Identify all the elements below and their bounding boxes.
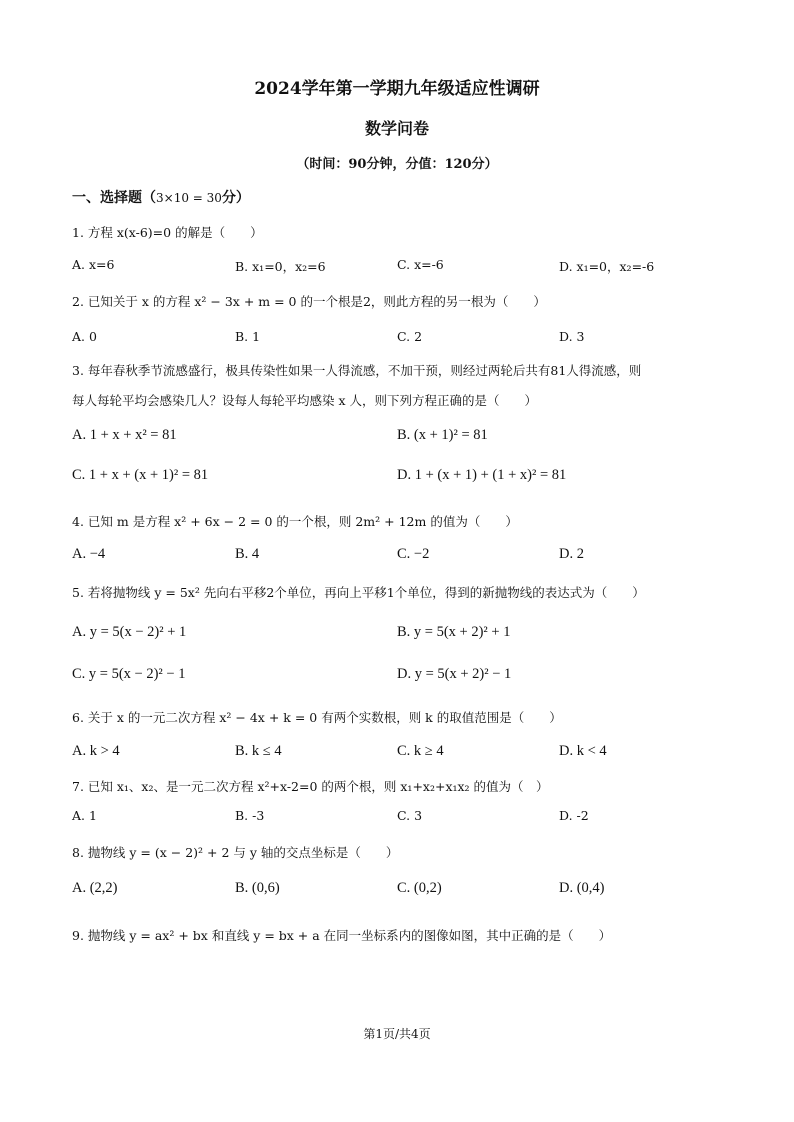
q2-option-b: B. 1	[235, 329, 261, 344]
question-1: 1. 方程 x(x-6)=0 的解是（ ）	[72, 225, 263, 240]
q8-option-c: C. (0,2)	[397, 880, 442, 896]
q8-option-a: A. (2,2)	[72, 880, 118, 896]
q3-option-a: A. 1 + x + x² = 81	[72, 427, 177, 443]
section-title: 一、选择题（	[72, 190, 156, 206]
q4-option-d: D. 2	[559, 546, 584, 562]
q6-option-d: D. k < 4	[559, 743, 607, 759]
q7-option-c: C. 3	[397, 808, 423, 823]
q6-option-b: B. k ≤ 4	[235, 743, 282, 759]
question-3-line-2: 每人每轮平均会感染几人？设每人每轮平均感染 x 人，则下列方程正确的是（ ）	[72, 393, 537, 408]
section-heading	[72, 187, 250, 207]
q2-option-d: D. 3	[559, 329, 585, 344]
q4-option-b: B. 4	[235, 546, 260, 562]
section-score: 3×10 = 30	[156, 191, 222, 205]
q2-option-c: C. 2	[397, 329, 423, 344]
q1-option-a: A. x=6	[72, 257, 115, 272]
q7-option-a: A. 1	[72, 808, 97, 823]
q7-option-d: D. -2	[559, 808, 589, 823]
question-4: 4. 已知 m 是方程 x² + 6x − 2 = 0 的一个根，则 2m² + 12m 的值为（ ）	[72, 514, 518, 529]
question-6: 6. 关于 x 的一元二次方程 x² − 4x + k = 0 有两个实数根，则 k 的取值范围是（ ）	[72, 710, 562, 725]
q3-option-b: B. (x + 1)² = 81	[397, 427, 488, 443]
q5-option-d: D. y = 5(x + 2)² − 1	[397, 666, 512, 682]
q1-option-b: B. x₁=0，x₂=6	[235, 259, 326, 274]
page-title: 2024学年第一学期九年级适应性调研	[254, 79, 540, 99]
q5-option-c: C. y = 5(x − 2)² − 1	[72, 666, 186, 682]
q6-option-c: C. k ≥ 4	[397, 743, 444, 759]
question-2: 2. 已知关于 x 的方程 x² − 3x + m = 0 的一个根是2，则此方程的另一根为（ ）	[72, 294, 546, 309]
question-9: 9. 抛物线 y = ax² + bx 和直线 y = bx + a 在同一坐标系内的图像如图，其中正确的是（ ）	[72, 928, 612, 943]
question-5: 5. 若将抛物线 y = 5x² 先向右平移2个单位，再向上平移1个单位，得到的新抛物线的表达式为（ ）	[72, 585, 645, 600]
q4-option-a: A. −4	[72, 546, 106, 562]
q4-option-c: C. −2	[397, 546, 430, 562]
question-7: 7. 已知 x₁、x₂、是一元二次方程 x²+x-2=0 的两个根，则 x₁+x₂+x₁x₂ 的值为（ ）	[72, 779, 549, 794]
q1-option-c: C. x=-6	[397, 257, 444, 272]
q5-option-b: B. y = 5(x + 2)² + 1	[397, 624, 511, 640]
exam-info: （时间：90分钟，分值：120分）	[296, 157, 498, 172]
q1-option-d: D. x₁=0，x₂=-6	[559, 259, 655, 274]
q8-option-b: B. (0,6)	[235, 880, 280, 896]
q3-option-c: C. 1 + x + (x + 1)² = 81	[72, 467, 209, 483]
q3-option-d: D. 1 + (x + 1) + (1 + x)² = 81	[397, 467, 567, 483]
q7-option-b: B. -3	[235, 808, 265, 823]
question-8: 8. 抛物线 y = (x − 2)² + 2 与 y 轴的交点坐标是（ ）	[72, 845, 399, 860]
q8-option-d: D. (0,4)	[559, 880, 605, 896]
question-3-line-1: 3. 每年春秋季节流感盛行，极具传染性如果一人得流感，不加干预，则经过两轮后共有81人得流感，则	[72, 363, 642, 378]
q6-option-a: A. k > 4	[72, 743, 120, 759]
q5-option-a: A. y = 5(x − 2)² + 1	[72, 624, 187, 640]
section-title-end: 分）	[221, 190, 250, 206]
page-footer: 第1页/共4页	[363, 1027, 431, 1041]
page-subtitle: 数学问卷	[364, 119, 429, 138]
q2-option-a: A. 0	[72, 329, 97, 344]
